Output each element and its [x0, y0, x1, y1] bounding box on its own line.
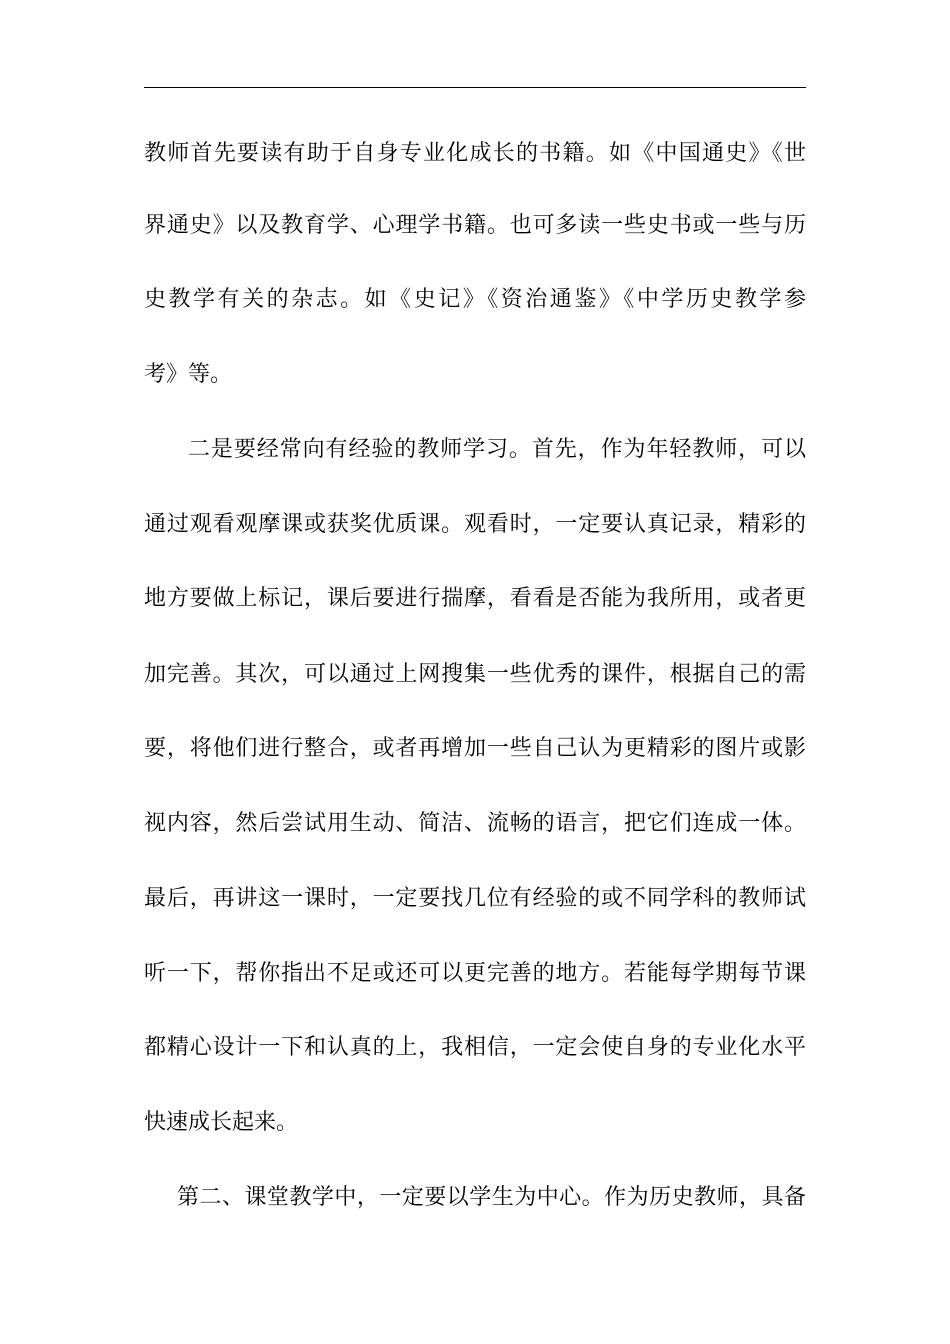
- paragraph-first-line: 第二、课堂教学中，一定要以学生为中心。作为历史教师，具备: [177, 1185, 806, 1210]
- text-line: 快速成长起来。: [144, 1110, 299, 1135]
- text-line: 地方要做上标记，课后要进行揣摩，看看是否能为我所用，或者更: [144, 586, 806, 611]
- text-line: 都精心设计一下和认真的上，我相信，一定会使自身的专业化水平: [144, 1035, 806, 1060]
- text-line: 界通史》以及教育学、心理学书籍。也可多读一些史书或一些与历: [144, 213, 806, 238]
- paragraph-first-line: 二是要经常向有经验的教师学习。首先，作为年轻教师，可以: [188, 437, 806, 462]
- text-line: 教师首先要读有助于自身专业化成长的书籍。如《中国通史》《世: [144, 141, 806, 166]
- text-line: 听一下，帮你指出不足或还可以更完善的地方。若能每学期每节课: [144, 961, 806, 986]
- text-line: 视内容，然后尝试用生动、简洁、流畅的语言，把它们连成一体。: [144, 811, 806, 836]
- text-line: 要，将他们进行整合，或者再增加一些自己认为更精彩的图片或影: [144, 736, 806, 761]
- text-line: 通过观看观摩课或获奖优质课。观看时，一定要认真记录，精彩的: [144, 512, 806, 537]
- text-line: 最后，再讲这一课时，一定要找几位有经验的或不同学科的教师试: [144, 886, 806, 911]
- text-line: 加完善。其次，可以通过上网搜集一些优秀的课件，根据自己的需: [144, 662, 806, 687]
- header-rule: [144, 87, 806, 88]
- text-line: 史教学有关的杂志。如《史记》《资治通鉴》《中学历史教学参: [144, 287, 806, 312]
- text-line: 考》等。: [144, 362, 233, 387]
